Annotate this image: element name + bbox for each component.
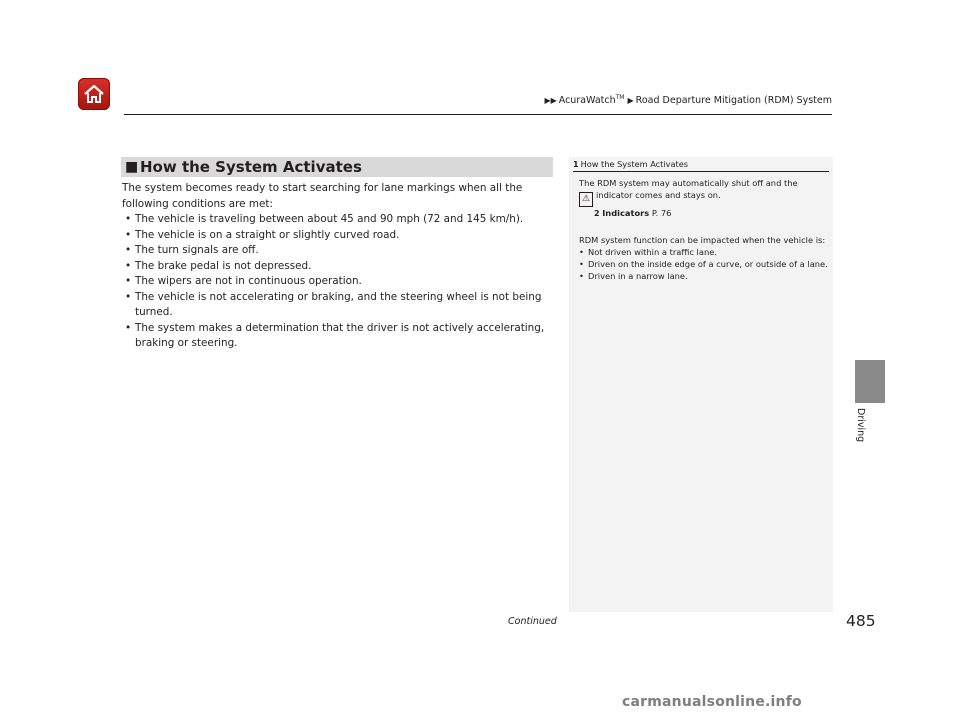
section-heading [121,157,553,177]
list-item: • The vehicle is traveling between about 45 and 90 mph (72 and 145 km/h). [122,212,552,228]
list-item: • Driven in a narrow lane. [579,270,829,282]
trademark: TM [615,94,625,101]
list-item: • The brake pedal is not depressed. [122,259,552,275]
cross-reference[interactable] [579,207,829,220]
sidebar-paragraph: RDM system function can be impacted when the vehicle is: [579,234,826,245]
home-button[interactable] [78,78,110,110]
breadcrumb [544,94,832,106]
section-title: How the System Activates [140,158,362,176]
sidebar-list [579,246,829,283]
intro-paragraph: The system becomes ready to start searching for lane markings when all the following conditions are met: [122,182,523,210]
sidebar-body [579,177,829,283]
breadcrumb-arrow-icon: ▶▶ [544,96,557,106]
list-item: • Driven on the inside edge of a curve, or outside of a lane. [579,258,829,270]
conditions-list [122,212,552,352]
list-item: • The vehicle is not accelerating or braking, and the steering wheel is not being turned. [122,290,552,321]
list-item: • Not driven within a traffic lane. [579,246,829,258]
list-item: • The system makes a determination that the driver is not actively accelerating, braking or steering. [122,321,552,352]
reference-page: P. 76 [651,208,672,219]
sidebar-heading [573,159,688,169]
list-item: • The wipers are not in continuous operation. [122,274,552,290]
section-body [122,181,552,352]
reference-arrow-icon: 2 [594,209,600,219]
breadcrumb-arrow-icon: ▶ [627,96,634,106]
sidebar-text: The RDM system may automatically shut off and the [579,178,798,188]
continued-label: Continued [508,616,557,627]
sidebar-text: indicator comes and stays on. [596,190,721,201]
reference-label: Indicators [602,208,650,219]
breadcrumb-item[interactable]: AcuraWatch [558,95,616,107]
chapter-tab-label: Driving [855,408,866,443]
rdm-indicator-icon: ⚠ [579,192,593,207]
list-item: • The vehicle is on a straight or slightly curved road. [122,228,552,244]
page-number: 485 [846,612,876,630]
list-item: • The turn signals are off. [122,243,552,259]
chapter-tab[interactable] [855,360,885,403]
sidebar-paragraph [579,177,829,207]
breadcrumb-item[interactable]: Road Departure Mitigation (RDM) System [635,95,832,107]
header-rule [124,114,832,115]
note-marker: 1 [573,160,579,169]
watermark: carmanualsonline.info [622,694,802,710]
square-bullet-icon: ■ [125,159,139,175]
sidebar-rule [573,171,829,172]
sidebar-note [569,157,833,612]
home-icon [83,83,105,105]
sidebar-heading-text: How the System Activates [580,159,689,169]
